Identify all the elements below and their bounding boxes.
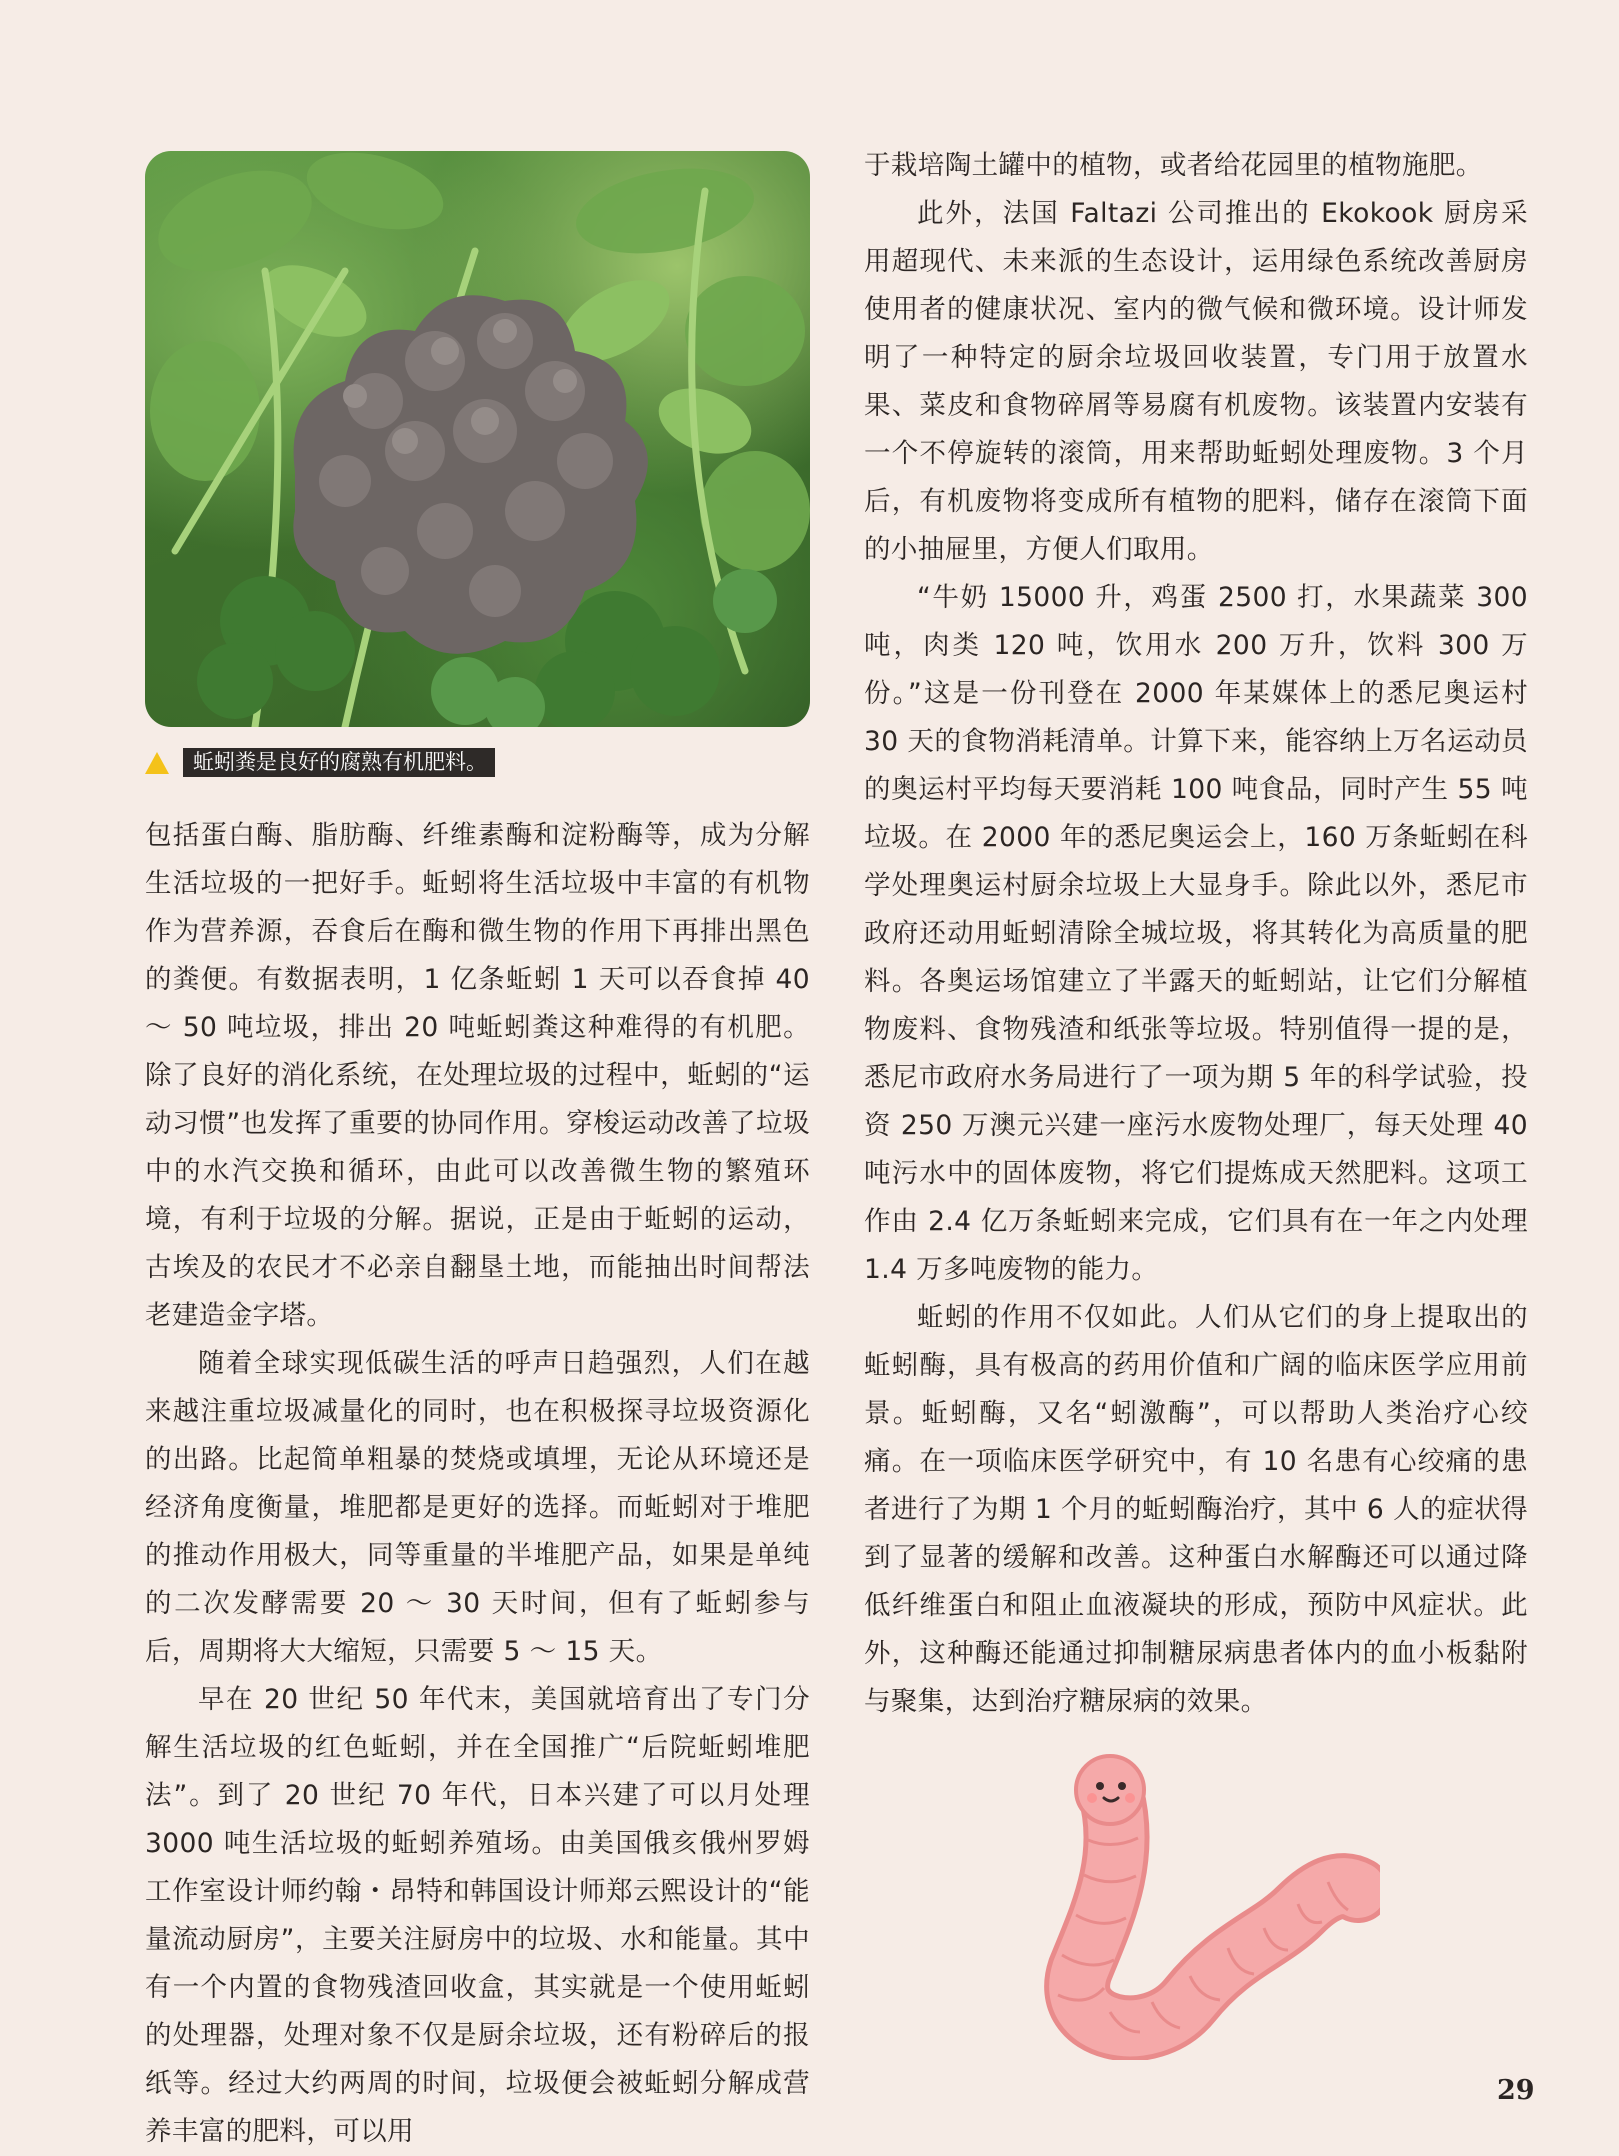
earthworm-illustration-icon [1040,1750,1380,2060]
paragraph: 此外，法国 Faltazi 公司推出的 Ekokook 厨房采用超现代、未来派的生态设计，运用绿色系统改善厨房使用者的健康状况、室内的微气候和微环境。设计师发明了一种特定的厨余垃圾回收装置，专门用于放置水果、菜皮和食物碎屑等易腐有机废物。该装置内安装有一个不停旋转的滚筒，用来帮助蚯蚓处理废物。3 个月后，有机废物将变成所有植物的肥料，储存在滚筒下面的小抽屉里，方便人们取用。 [864,198,1528,565]
paragraph: 早在 20 世纪 50 年代末，美国就培育出了专门分解生活垃圾的红色蚯蚓，并在全国推广“后院蚯蚓堆肥法”。到了 20 世纪 70 年代，日本兴建了可以月处理 3000 吨生活垃圾的蚯蚓养殖场。由美国俄亥俄州罗姆工作室设计师约翰・昂特和韩国设计师郑云熙设计的“能量流动厨房”，主要关注厨房中的垃圾、水和能量。其中有一个内置的食物残渣回收盒，其实就是一个使用蚯蚓的处理器，处理对象不仅是厨余垃圾，还有粉碎后的报纸等。经过大约两周的时间，垃圾便会被蚯蚓分解成营养丰富的肥料，可以用 [145,1684,810,2147]
right-text-column [864,142,1528,1726]
paragraph: 蚯蚓的作用不仅如此。人们从它们的身上提取出的蚯蚓酶，具有极高的药用价值和广阔的临床医学应用前景。蚯蚓酶，又名“蚓激酶”，可以帮助人类治疗心绞痛。在一项临床医学研究中，有 10 名患有心绞痛的患者进行了为期 1 个月的蚯蚓酶治疗，其中 6 人的症状得到了显著的缓解和改善。这种蛋白水解酶还可以通过降低纤维蛋白和阻止血液凝块的形成，预防中风症状。此外，这种酶还能通过抑制糖尿病患者体内的血小板黏附与聚集，达到治疗糖尿病的效果。 [864,1302,1528,1717]
paragraph: 随着全球实现低碳生活的呼声日趋强烈，人们在越来越注重垃圾减量化的同时，也在积极探寻垃圾资源化的出路。比起简单粗暴的焚烧或填埋，无论从环境还是经济角度衡量，堆肥都是更好的选择。而蚯蚓对于堆肥的推动作用极大，同等重量的半堆肥产品，如果是单纯的二次发酵需要 20 ～ 30 天时间，但有了蚯蚓参与后，周期将大大缩短，只需要 5 ～ 15 天。 [145,1348,810,1667]
worm-castings-photo [145,151,810,727]
page-number: 29 [1497,2075,1535,2106]
figure-caption [145,748,495,777]
paragraph: “牛奶 15000 升，鸡蛋 2500 打，水果蔬菜 300 吨，肉类 120 吨，饮用水 200 万升，饮料 300 万份。”这是一份刊登在 2000 年某媒体上的悉尼奥运村 30 天的食物消耗清单。计算下来，能容纳上万名运动员的奥运村平均每天要消耗 100 吨食品，同时产生 55 吨垃圾。在 2000 年的悉尼奥运会上，160 万条蚯蚓在科学处理奥运村厨余垃圾上大显身手。除此以外，悉尼市政府还动用蚯蚓清除全城垃圾，将其转化为高质量的肥料。各奥运场馆建立了半露天的蚯蚓站，让它们分解植物废料、食物残渣和纸张等垃圾。特别值得一提的是，悉尼市政府水务局进行了一项为期 5 年的科学试验，投资 250 万澳元兴建一座污水废物处理厂，每天处理 40 吨污水中的固体废物，将它们提炼成天然肥料。这项工作由 2.4 亿万条蚯蚓来完成，它们具有在一年之内处理 1.4 万多吨废物的能力。 [864,582,1528,1285]
paragraph: 包括蛋白酶、脂肪酶、纤维素酶和淀粉酶等，成为分解生活垃圾的一把好手。蚯蚓将生活垃圾中丰富的有机物作为营养源，吞食后在酶和微生物的作用下再排出黑色的粪便。有数据表明，1 亿条蚯蚓 1 天可以吞食掉 40 ～ 50 吨垃圾，排出 20 吨蚯蚓粪这种难得的有机肥。除了良好的消化系统，在处理垃圾的过程中，蚯蚓的“运动习惯”也发挥了重要的协同作用。穿梭运动改善了垃圾中的水汽交换和循环，由此可以改善微生物的繁殖环境，有利于垃圾的分解。据说，正是由于蚯蚓的运动，古埃及的农民才不必亲自翻垦土地，而能抽出时间帮法老建造金字塔。 [145,820,810,1331]
paragraph: 于栽培陶土罐中的植物，或者给花园里的植物施肥。 [864,150,1483,181]
caption-text: 蚯蚓粪是良好的腐熟有机肥料。 [183,748,495,777]
left-text-column [145,812,810,2156]
worm-castings-illustration [145,151,810,727]
yellow-triangle-icon [145,752,169,774]
